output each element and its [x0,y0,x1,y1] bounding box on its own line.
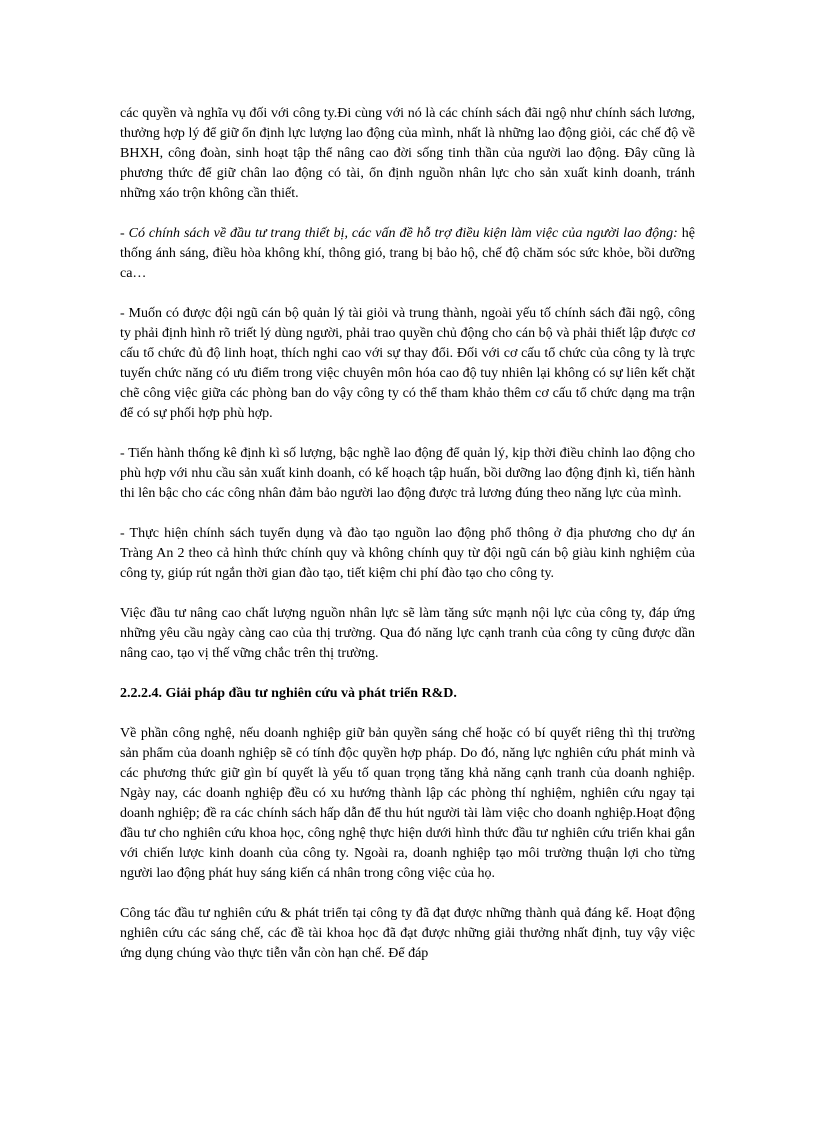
document-page [120,100,695,984]
paragraph-technology: Về phần công nghệ, nếu doanh nghiệp giữ bản quyền sáng chế hoặc có bí quyết riêng thì thị trường sản phẩm của doanh nghiệp sẽ có tính độc quyền hợp pháp. Do đó, năng lực nghiên cứu phát minh và các phương thức giữ gìn bí quyết là yếu tố quan trọng tăng khả năng cạnh tranh của doanh nghiệp. Ngày nay, các doanh nghiệp đều có xu hướng thành lập các phòng thí nghiệm, nghiên cứu ngay tại doanh nghiệp; đề ra các chính sách hấp dẫn để thu hút người tài làm việc cho doanh nghiệp.Hoạt động đầu tư cho nghiên cứu khoa học, công nghệ thực hiện dưới hình thức đầu tư nghiên cứu triển khai gắn với chiến lược kinh doanh của công ty. Ngoài ra, doanh nghiệp tạo môi trường thuận lợi cho từng người lao động phát huy sáng kiến cá nhân trong công việc của họ. [120,726,695,881]
paragraph-working-conditions-lead: - Có chính sách về đầu tư trang thiết bị, các vấn đề hỗ trợ điều kiện làm việc của người lao động: [120,226,678,241]
paragraph-working-conditions-body: hệ thống ánh sáng, điều hòa không khí, thông gió, trang bị bảo hộ, chế độ chăm sóc sức khỏe, bồi dưỡng ca… [120,226,695,281]
paragraph-hr-investment: Việc đầu tư nâng cao chất lượng nguồn nhân lực sẽ làm tăng sức mạnh nội lực của công ty, đáp ứng những yêu cầu ngày càng cao của thị trường. Qua đó năng lực cạnh tranh của công ty cũng được dần nâng cao, tạo vị thế vững chắc trên thị trường. [120,606,695,661]
paragraph-management-team: - Muốn có được đội ngũ cán bộ quản lý tài giỏi và trung thành, ngoài yếu tố chính sách đãi ngộ, công ty phải định hình rõ triết lý dùng người, phải trao quyền chủ động cho cán bộ và phải thiết lập được cơ cấu tổ chức đủ độ linh hoạt, thích nghi cao với sự thay đổi. Đối với cơ cấu tổ chức của công ty là trực tuyến chức năng có ưu điểm trong việc chuyên môn hóa cao độ tuy nhiên lại không có sự liên kết chặt chẽ công việc giữa các phòng ban do vậy công ty có thể tham khảo thêm cơ cấu tổ chức dạng ma trận để có sự phối hợp phù hợp. [120,306,695,421]
paragraph-labor-statistics: - Tiến hành thống kê định kì số lượng, bậc nghề lao động để quản lý, kịp thời điều chỉnh lao động cho phù hợp với nhu cầu sản xuất kinh doanh, có kế hoạch tập huấn, bồi dưỡng lao động định kì, tiến hành thi lên bậc cho các công nhân đảm bảo người lao động được trả lương đúng theo năng lực của mình. [120,446,695,501]
paragraph-working-conditions [120,224,695,284]
section-heading-rnd: 2.2.2.4. Giải pháp đầu tư nghiên cứu và phát triển R&D. [120,686,457,701]
paragraph-labor-rights: các quyền và nghĩa vụ đối với công ty.Đi cùng với nó là các chính sách đãi ngộ như chính sách lương, thưởng hợp lý để giữ ổn định lực lượng lao động của mình, nhất là những lao động giỏi, các chế độ về BHXH, công đoàn, sinh hoạt tập thể nâng cao đời sống tinh thần của người lao động. Đây cũng là phương thức để giữ chân lao động có tài, ổn định nguồn nhân lực cho sản xuất kinh doanh, tránh những xáo trộn không cần thiết. [120,106,695,201]
paragraph-recruitment: - Thực hiện chính sách tuyển dụng và đào tạo nguồn lao động phổ thông ở địa phương cho dự án Tràng An 2 theo cả hình thức chính quy và không chính quy từ đội ngũ cán bộ giàu kinh nghiệm của công ty, giúp rút ngắn thời gian đào tạo, tiết kiệm chi phí đào tạo cho công ty. [120,526,695,581]
paragraph-rnd-results: Công tác đầu tư nghiên cứu & phát triển tại công ty đã đạt được những thành quả đáng kể. Hoạt động nghiên cứu các sáng chế, các đề tài khoa học đã đạt được những giải thưởng nhất định, tuy vậy việc ứng dụng chúng vào thực tiễn vẫn còn hạn chế. Để đáp [120,906,695,961]
